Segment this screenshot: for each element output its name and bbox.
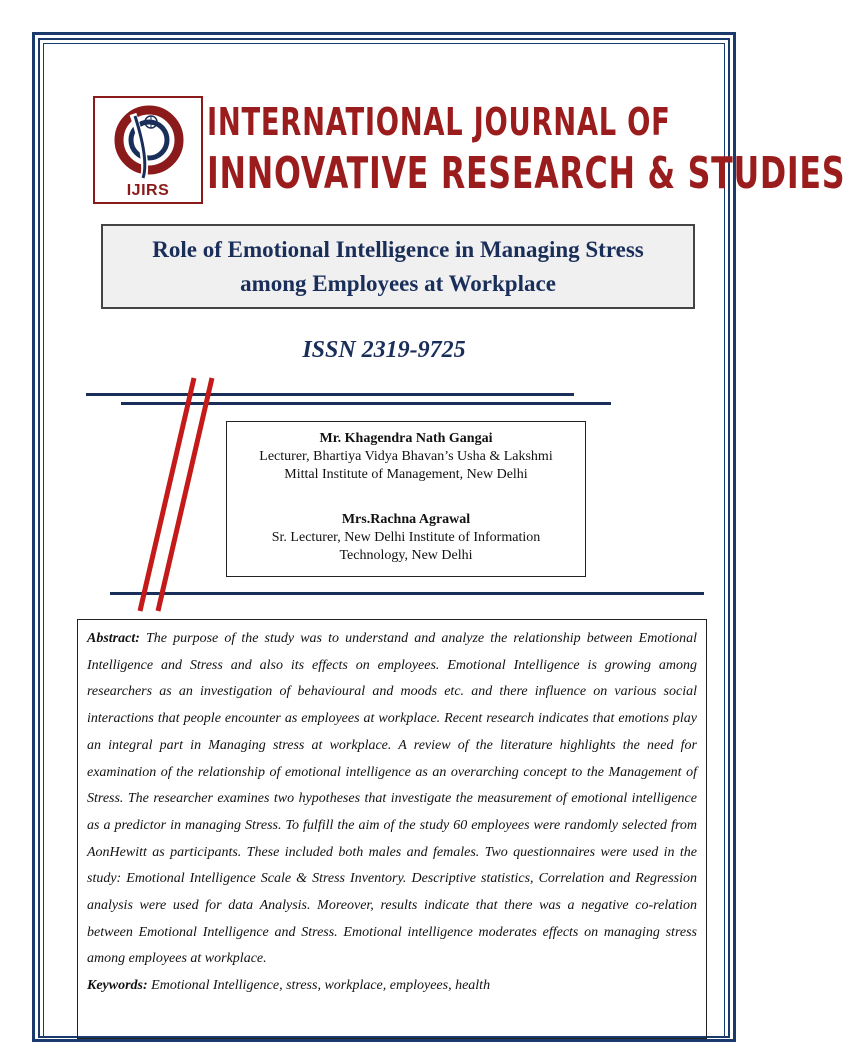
decorative-slash-icon <box>132 375 222 615</box>
journal-title-line2: INNOVATIVE RESEARCH & STUDIES <box>207 148 845 199</box>
journal-title <box>207 96 845 200</box>
author-affiliation: Sr. Lecturer, New Delhi Institute of Information <box>271 530 541 545</box>
keywords-text: Emotional Intelligence, stress, workplace, employees, health <box>151 978 491 994</box>
article-title <box>101 224 695 309</box>
journal-title-line1: INTERNATIONAL JOURNAL OF <box>207 100 671 144</box>
article-title-line1: Role of Emotional Intelligence in Managing Stress <box>152 236 644 262</box>
logo-label: IJIRS <box>126 182 170 199</box>
author-affiliation: Mittal Institute of Management, New Delhi <box>284 467 528 482</box>
journal-logo <box>93 96 203 204</box>
abstract-label: Abstract: <box>87 631 140 646</box>
author-block <box>227 511 585 565</box>
logo-emblem-icon <box>103 102 195 184</box>
author-affiliation: Lecturer, Bhartiya Vidya Bhavan’s Usha & Lakshmi <box>259 449 553 464</box>
author-name: Mr. Khagendra Nath Gangai <box>319 431 493 446</box>
abstract-paragraph <box>87 626 697 973</box>
author-name: Mrs.Rachna Agrawal <box>341 512 471 527</box>
author-block <box>227 430 585 484</box>
issn: ISSN 2319-9725 <box>302 337 466 363</box>
author-affiliation: Technology, New Delhi <box>339 548 473 563</box>
abstract-text: The purpose of the study was to understand and analyze the relationship between Emotional Intelligence and Stress and also its effects on employees. Emotional Intelligence is growing among researchers as an investigation of behavioural and moods etc. and there influence on various social interactions that people encounter as employees at workplace. Recent research indicates that emotions play an integral part in Managing stress at workplace. A review of the literature highlights the need for examination of the relationship of emotional intelligence as an overarching concept to the Management of Stress. The researcher examines two hypotheses that investigate the measurement of emotional intelligence as a predictor in managing Stress. To fulfill the aim of the study 60 employees were randomly selected from AonHewitt as participants. These included both males and females. Two questionnaires were used in the study: Emotional Intelligence Scale & Stress Inventory. Descriptive statistics, Correlation and Regression analysis were used for data Analysis. Moreover, results indicate that there was a negative co-relation between Emotional Intelligence and Stress. Emotional intelligence moderates effects on managing stress among employees at workplace. <box>87 631 698 967</box>
article-title-line2: among Employees at Workplace <box>240 270 556 296</box>
authors-box <box>226 421 586 577</box>
keywords-label: Keywords: <box>87 978 148 994</box>
keywords-paragraph <box>87 973 697 1000</box>
abstract-box <box>77 619 707 1039</box>
